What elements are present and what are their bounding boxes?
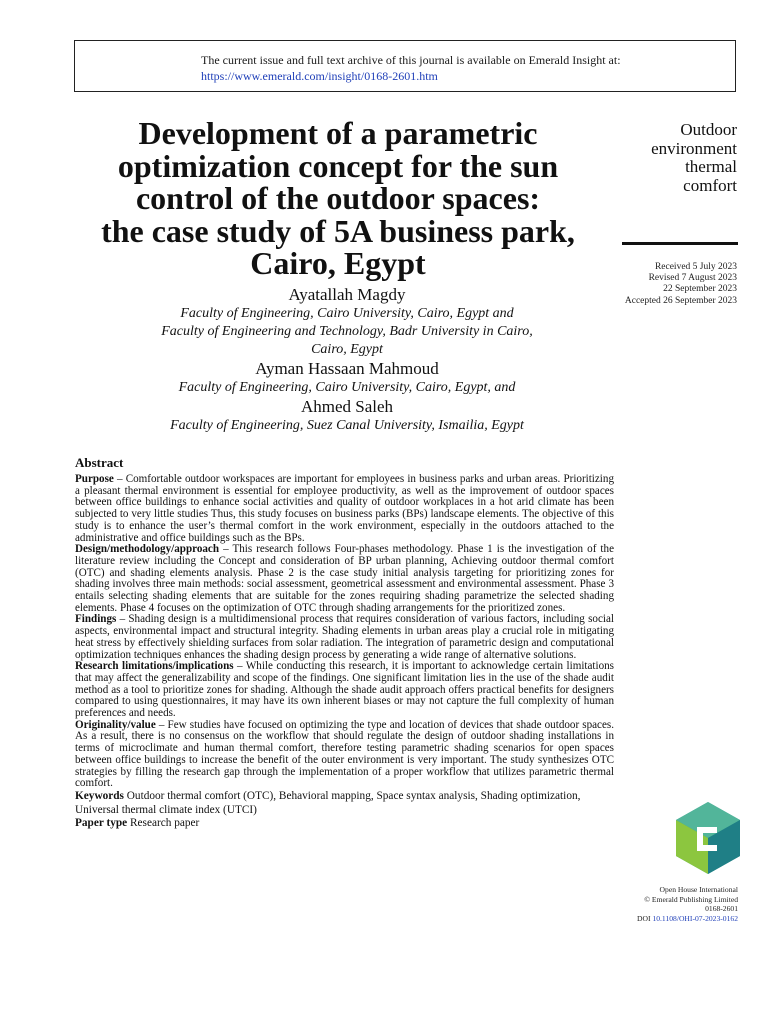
doi-link[interactable]: 10.1108/OHI-07-2023-0162 [652, 913, 738, 923]
author-affiliation: Cairo, Egypt [311, 342, 383, 357]
abstract-findings [75, 614, 614, 661]
section-label: Purpose [75, 473, 114, 485]
date-received: Received 5 July 2023 [654, 262, 737, 272]
section-label: Originality/value [75, 718, 156, 731]
section-text: – This research follows Four-phases methodology. Phase 1 is the investigation of the literature review including the Concept and consideration of BP urban planning, Achieving outdoor thermal comfort (OTC) and shading elements analysis. Phase 2 is the case study initial analysis targeting for prioritizing zones for shading involves three main methods: social assessment, geometrical assessment and environmental assessment. Phase 3 entails selecting shading elements that are suitable for the zones requiring shading parametrize the selected shading elements. Phase 4 focuses on the optimization of OTC through shading arrangements for the prioritized zones. [75, 543, 614, 614]
title-line: control of the outdoor spaces: [135, 180, 541, 216]
journal-archive-notice [74, 40, 736, 92]
abstract-methodology [75, 544, 614, 614]
author-list [74, 285, 620, 435]
section-label: Design/methodology/approach [75, 543, 220, 556]
paper-type-text: Research paper [127, 817, 200, 830]
section-text: – Comfortable outdoor workspaces are important for employees in business parks and urban areas. Prioritizing a pleasant thermal environment is essential for employee productivity, as well as the improvement of outdoor spaces between office buildings to enhance social activities and quality of outdoor workplaces in a hot arid climate has been subjected to very little studies Thus, this study focuses on business parks (BPs) landscape elements. The objective of this study is to enhance the user’s thermal comfort in the work environment, especially in the outdoors attached to the administrative and office buildings such as the BPs. [75, 473, 614, 544]
section-label-line: Outdoor [680, 120, 737, 139]
date-accepted: Accepted 26 September 2023 [624, 295, 737, 306]
keywords-label: Keywords [75, 789, 124, 802]
title-line: the case study of 5A business park, [101, 212, 575, 249]
abstract [75, 455, 614, 831]
keywords-text: Outdoor thermal comfort (OTC), Behavioral mapping, Space syntax analysis, Shading optimization, Universal thermal climate index (UTCI) [75, 789, 581, 816]
date-revised: Revised 7 August 2023 [648, 273, 737, 284]
publisher-info [600, 885, 738, 923]
keywords [75, 790, 614, 817]
author-affiliation: Faculty of Engineering and Technology, Badr University in Cairo, [161, 324, 533, 339]
abstract-purpose [75, 474, 614, 544]
running-section-label [600, 121, 737, 195]
section-label-line: thermal [685, 157, 737, 176]
author-affiliation: Faculty of Engineering, Cairo University, Cairo, Egypt, and [178, 380, 516, 395]
date-revised-second: 22 September 2023 [663, 284, 737, 295]
abstract-limitations [75, 661, 614, 720]
title-line: optimization concept for the sun [117, 147, 559, 184]
paper-type-label: Paper type [75, 817, 128, 830]
section-label-line: comfort [683, 175, 737, 195]
abstract-originality [75, 720, 614, 790]
author-name: Ayatallah Magdy [288, 285, 406, 304]
issn: 0168-2601 [705, 904, 738, 914]
paper-type [75, 817, 614, 831]
section-text: – Shading design is a multidimensional process that requires consideration of various factors, including social aspects, environmental impact and structural integrity. Shading elements in urban areas play a crucial role in mitigating heat stress by effectively shielding surfaces from solar radiation. The integration of parametric design and computational optimization techniques enhances the shading design process by generating a wide range of alternative solutions. [75, 613, 614, 661]
section-text: – Few studies have focused on optimizing the type and location of devices that shade outdoor spaces. As a result, there is no consensus on the workflow that should regulate the design of outdoor shading installations in terms of microclimate and human thermal comfort, therefore testing parametric shading scenarios for open spaces between office buildings to increase the benefit of the outer environment is very important. The study synthesizes OTC strategies by filling the research gap through the implementation of a proper workflow that utilizes parametric thermal comfort. [75, 718, 614, 790]
author-affiliation: Faculty of Engineering, Cairo University, Cairo, Egypt and [180, 306, 514, 321]
author-name: Ahmed Saleh [300, 397, 394, 416]
crossmark-logo-icon[interactable] [676, 802, 740, 874]
doi-line [600, 914, 738, 924]
section-divider [622, 242, 738, 245]
doi-prefix: DOI [637, 913, 653, 923]
section-text: – While conducting this research, it is important to acknowledge certain limitations that may affect the generalizability and scope of the findings. One significant limitation lies in the use of the shade audit method as a tool to prioritize zones for shading. Although the shade audit approach offers practical benefits for designers compared to using questionnaires, it may have its own inherent biases or may not capture the full complexity of human preferences and needs. [75, 660, 615, 720]
journal-url-link[interactable]: https://www.emerald.com/insight/0168-2601.htm [201, 69, 438, 83]
journal-name: Open House International [659, 885, 738, 894]
section-label-line: environment [651, 138, 737, 158]
section-label: Findings [75, 613, 117, 626]
title-line: Development of a parametric [138, 115, 538, 151]
article-title [64, 117, 612, 280]
abstract-heading: Abstract [75, 455, 124, 470]
section-label: Research limitations/implications [75, 660, 234, 673]
title-line: Cairo, Egypt [250, 245, 426, 281]
author-affiliation: Faculty of Engineering, Suez Canal University, Ismailia, Egypt [170, 418, 524, 433]
article-history [600, 262, 737, 307]
copyright-notice: © Emerald Publishing Limited [644, 894, 738, 904]
archive-notice-text: The current issue and full text archive of this journal is available on Emerald Insight at: [201, 53, 621, 67]
author-name: Ayman Hassaan Mahmoud [255, 359, 439, 378]
